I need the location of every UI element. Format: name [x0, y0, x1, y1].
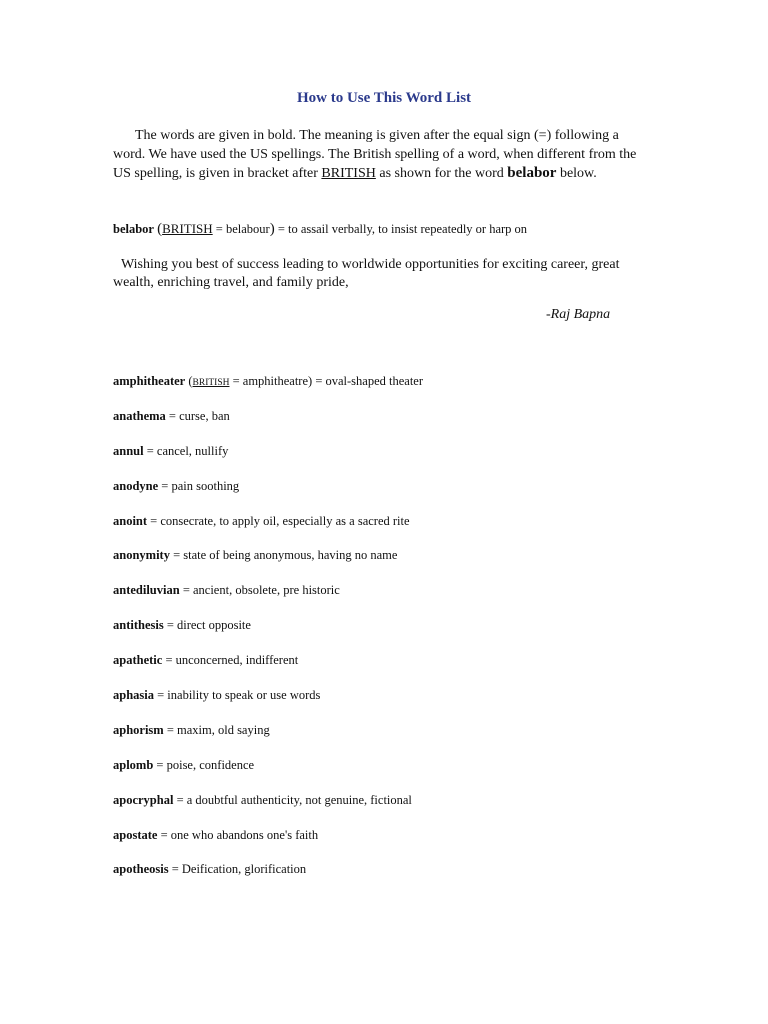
entry-word: aplomb	[113, 757, 154, 772]
entry-meaning: = poise, confidence	[153, 757, 255, 772]
example-meaning: = to assail verbally, to insist repeatedly or harp on	[274, 222, 528, 236]
entry-word: annul	[113, 443, 144, 458]
word-entry	[113, 581, 673, 616]
intro-text-1: The words are given in bold. The meaning is given after the equal sign (=) following a word. We have used the US spellings. The British spelling of a word, when different from the US spelling, is given in bracket after	[113, 128, 637, 181]
example-entry	[113, 220, 673, 238]
entry-word: apocryphal	[113, 792, 174, 807]
entry-word: apotheosis	[113, 862, 169, 877]
entry-word: antithesis	[113, 618, 164, 633]
word-entry	[113, 512, 673, 547]
entry-word: anoint	[113, 513, 148, 528]
entry-word: aphasia	[113, 688, 154, 703]
entry-word: apostate	[113, 827, 158, 842]
wish-text: Wishing you best of success leading to worldwide opportunities for exciting career, great wealth, enriching travel, and family pride,	[113, 257, 620, 290]
entry-meaning: = state of being anonymous, having no name	[169, 548, 398, 563]
entry-meaning: = unconcerned, indifferent	[162, 653, 299, 668]
example-word: belabor	[113, 222, 154, 236]
word-entry	[113, 860, 673, 895]
entry-meaning: = direct opposite	[163, 618, 251, 633]
word-entry	[113, 546, 673, 581]
word-entry	[113, 756, 673, 791]
page-title: How to Use This Word List	[296, 90, 472, 106]
word-list	[113, 372, 673, 895]
intro-paragraph	[113, 127, 653, 184]
entry-meaning: = consecrate, to apply oil, especially as a sacred rite	[147, 513, 410, 528]
entry-meaning: = one who abandons one's faith	[157, 827, 319, 842]
entry-meaning: = cancel, nullify	[143, 443, 229, 458]
entry-word: amphitheater	[113, 374, 186, 388]
entry-meaning: = ancient, obsolete, pre historic	[179, 583, 340, 598]
entry-meaning: = a doubtful authenticity, not genuine, fictional	[173, 792, 412, 807]
example-open-paren: (	[157, 221, 163, 237]
entry-paren: (	[185, 374, 193, 388]
entry-meaning: = maxim, old saying	[163, 722, 270, 737]
entry-word: apathetic	[113, 653, 163, 668]
entry-meaning: = oval-shaped theater	[312, 374, 424, 388]
word-entry	[113, 442, 673, 477]
entry-word: anodyne	[113, 478, 159, 493]
entry-meaning: = Deification, glorification	[168, 862, 307, 877]
intro-example-word: belabor	[507, 165, 557, 181]
word-entry	[113, 477, 673, 512]
entry-meaning: = inability to speak or use words	[154, 688, 321, 703]
word-entry	[113, 407, 673, 442]
word-entry	[113, 686, 673, 721]
entry-word: anathema	[113, 408, 166, 423]
example-british-spelling: = belabour	[212, 222, 270, 236]
intro-text-3: below.	[556, 166, 597, 181]
intro-text-2: as shown for the word	[375, 166, 508, 181]
entry-british-spelling: = amphitheatre)	[229, 374, 313, 388]
wish-paragraph	[113, 256, 653, 291]
entry-british-label: BRITISH	[192, 378, 230, 388]
entry-meaning: = curse, ban	[165, 408, 230, 423]
word-entry	[113, 372, 673, 407]
word-entry	[113, 826, 673, 861]
intro-british-label: BRITISH	[321, 166, 376, 181]
example-british-label: BRITISH	[162, 221, 213, 236]
example-close-paren: )	[269, 221, 275, 237]
word-entry	[113, 616, 673, 651]
entry-word: antediluvian	[113, 583, 180, 598]
word-entry	[113, 721, 673, 756]
signature: -Raj Bapna	[546, 307, 611, 322]
entry-meaning: = pain soothing	[158, 478, 240, 493]
entry-word: anonymity	[113, 548, 170, 563]
entry-word: aphorism	[113, 722, 164, 737]
word-entry	[113, 651, 673, 686]
word-entry	[113, 791, 673, 826]
